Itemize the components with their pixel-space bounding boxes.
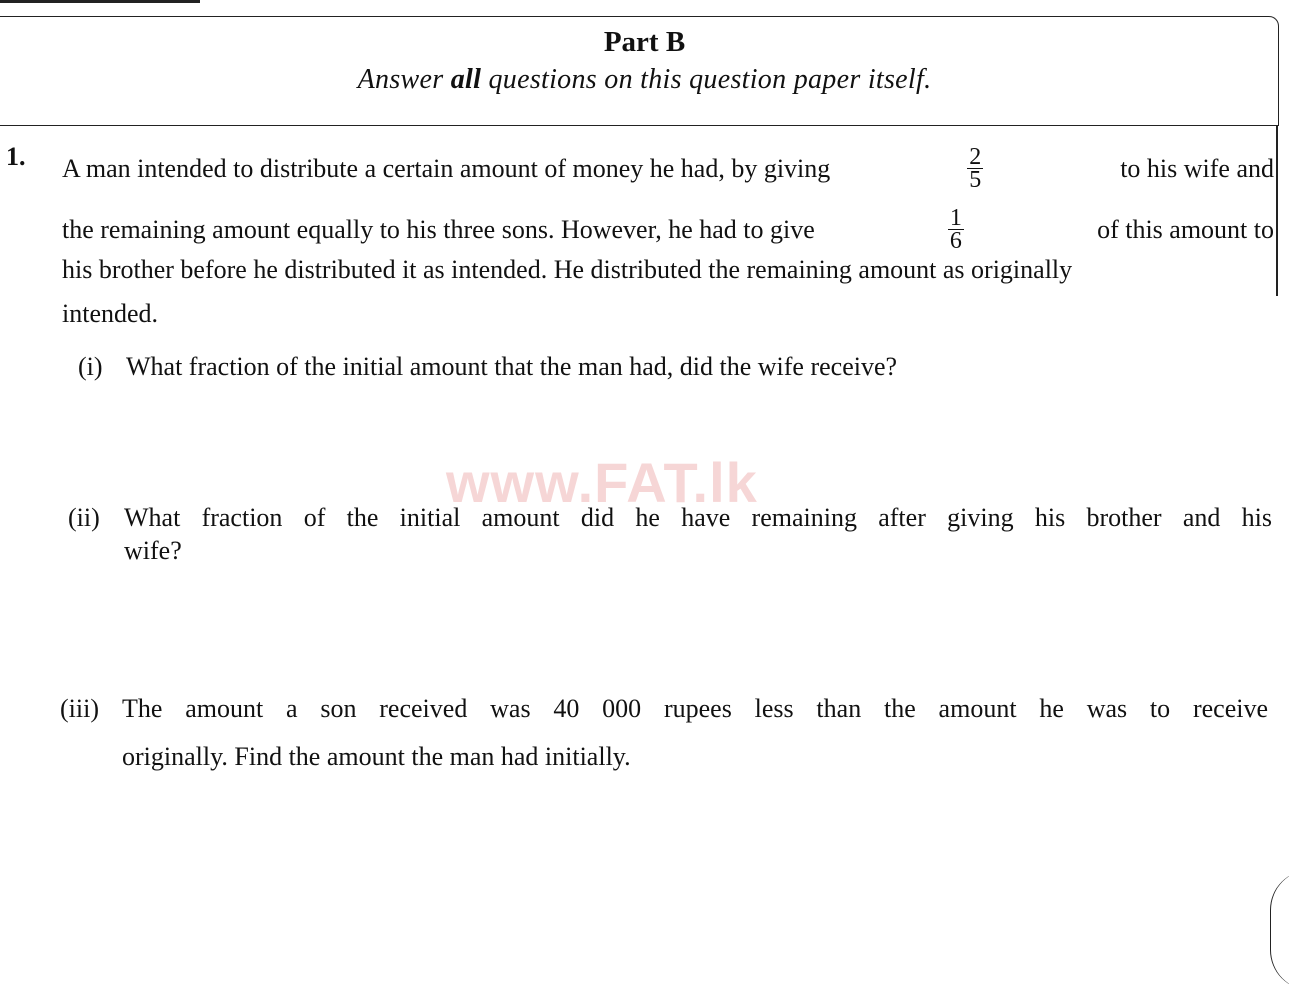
question-line-2: the remaining amount equally to his three sons. However, he had to give $\frac{1}{6}$ of this amount to xyxy=(62,205,1274,254)
sub-question-label: (iii) xyxy=(60,694,99,723)
part-instruction: Answer all questions on this question paper itself. xyxy=(357,64,932,95)
sub-question-label: (i) xyxy=(78,352,103,381)
fraction-two-fifths: $\frac{2}{5}$ xyxy=(969,144,982,193)
sub-question-text: What fraction of the initial amount that the man had, did the wife receive? xyxy=(126,352,898,381)
watermark: www.FAT.lk xyxy=(446,451,758,514)
question-line-3: his brother before he distributed it as intended. He distributed the remaining amount as originally xyxy=(62,255,1073,284)
sub-question-iii xyxy=(60,694,1268,724)
question-line-4: intended. xyxy=(62,299,159,328)
question-line-1: A man intended to distribute a certain amount of money he had, by giving $\frac{2}{5}$ to his wife and xyxy=(62,144,1274,193)
fraction-one-sixth: $\frac{1}{6}$ xyxy=(949,205,962,254)
sub-question-label: (ii) xyxy=(68,503,100,532)
question-number: 1. xyxy=(6,142,26,171)
sub-question-text: What fraction of the initial amount did he have remaining after giving his brother and his xyxy=(124,503,1272,532)
sub-question-i xyxy=(78,352,897,382)
sub-question-iii-continued: originally. Find the amount the man had initially. xyxy=(122,742,631,771)
right-margin-rule xyxy=(1276,126,1278,296)
part-title: Part B xyxy=(603,26,686,58)
page-corner-arc xyxy=(1270,870,1289,990)
page-top-edge xyxy=(0,0,200,3)
sub-question-ii-continued: wife? xyxy=(124,536,182,565)
sub-question-ii xyxy=(68,503,1272,533)
sub-question-text: The amount a son received was 40 000 rupees less than the amount he was to receive xyxy=(122,694,1268,723)
